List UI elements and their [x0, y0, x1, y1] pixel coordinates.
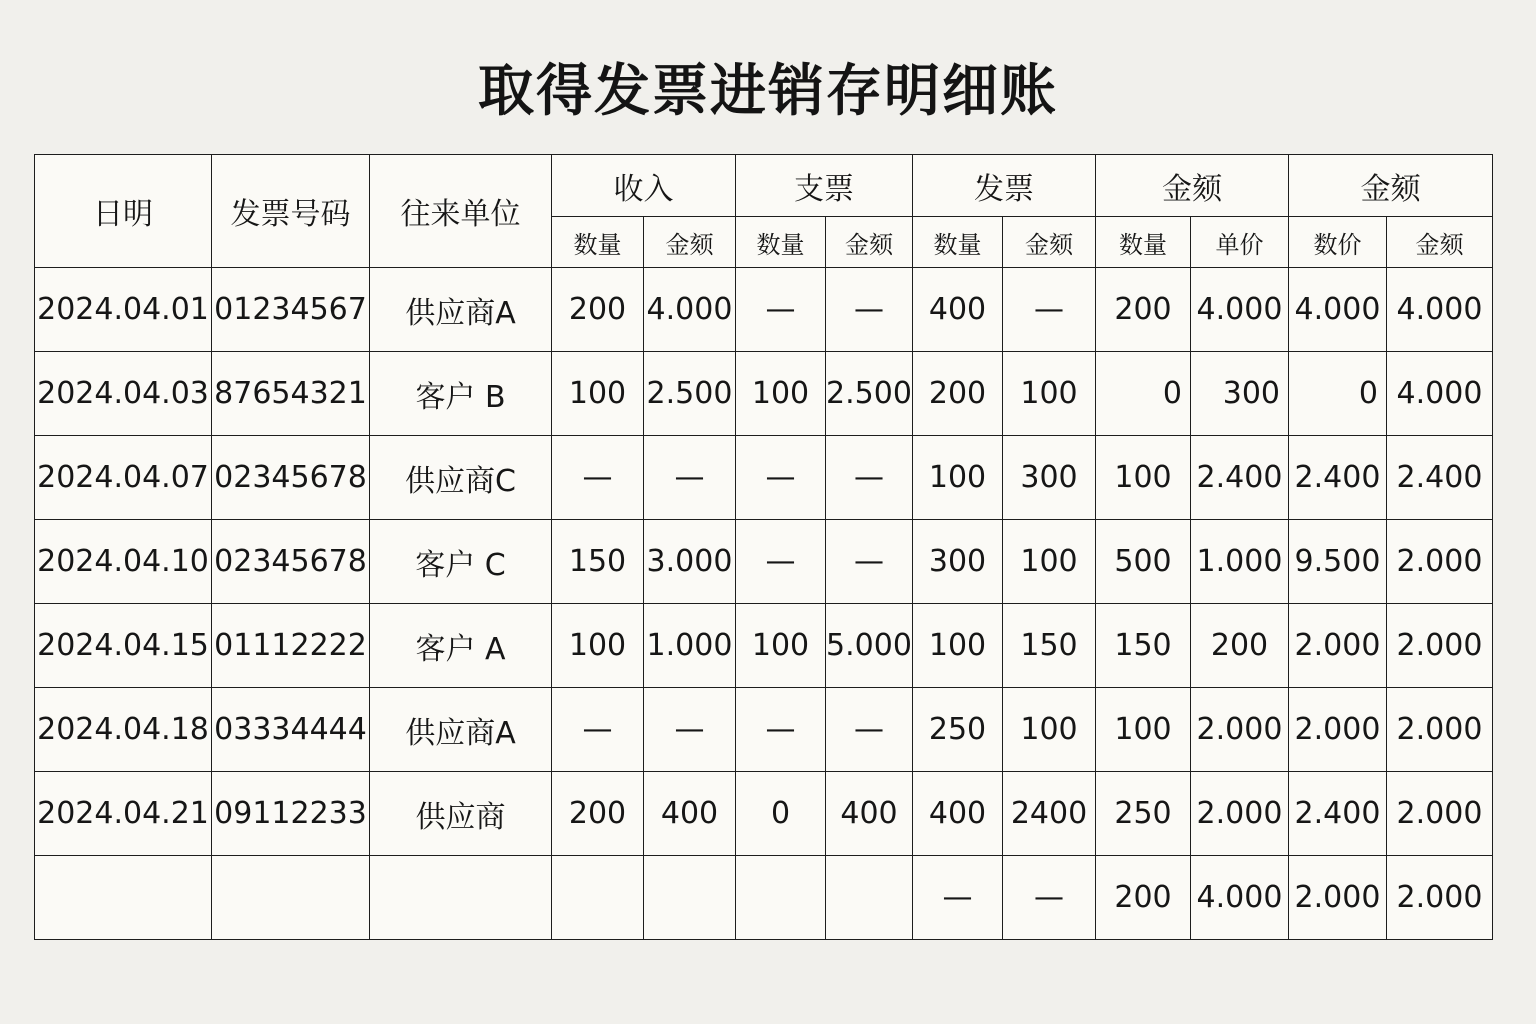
cell-invoice-amount: 2400 [1003, 772, 1096, 856]
cell-invoice-amount: — [1003, 268, 1096, 352]
header-group-income: 收入 [552, 155, 736, 217]
cell-invoice-amount: 150 [1003, 604, 1096, 688]
cell-amount2-amount: 2.000 [1387, 856, 1493, 940]
cell-cheque-amount: 400 [826, 772, 913, 856]
cell-amount1-price: 200 [1191, 604, 1289, 688]
cell-income-amount: 400 [644, 772, 736, 856]
cell-cheque-amount: — [826, 520, 913, 604]
cell-partner: 供应商A [370, 688, 552, 772]
cell-amount2-amount: 2.000 [1387, 772, 1493, 856]
cell-amount2-amount: 2.000 [1387, 604, 1493, 688]
cell-partner: 供应商A [370, 268, 552, 352]
page-title: 取得发票进销存明细账 [478, 59, 1058, 124]
cell-income-qty: 200 [552, 772, 644, 856]
cell-amount2-price: 4.000 [1289, 268, 1387, 352]
ledger-body [35, 268, 1493, 940]
cell-amount1-price: 1.000 [1191, 520, 1289, 604]
cell-amount2-amount: 4.000 [1387, 268, 1493, 352]
cell-partner: 供应商 [370, 772, 552, 856]
cell-date: 2024.04.18 [35, 688, 212, 772]
cell-cheque-amount: — [826, 268, 913, 352]
cell-amount1-qty: 200 [1096, 268, 1191, 352]
header-group-amount-2: 金颏 [1289, 155, 1493, 217]
cell-invoice-no [212, 856, 370, 940]
cell-invoice-qty: 100 [913, 436, 1003, 520]
header-sub: 金颏 [1003, 217, 1096, 268]
cell-date [35, 856, 212, 940]
cell-date: 2024.04.01 [35, 268, 212, 352]
header-group-invoice: 发票 [913, 155, 1096, 217]
cell-amount1-qty: 100 [1096, 688, 1191, 772]
cell-amount2-amount: 2.000 [1387, 688, 1493, 772]
table-row [35, 268, 1493, 352]
cell-invoice-no: 09112233 [212, 772, 370, 856]
cell-partner: 客户 C [370, 520, 552, 604]
cell-income-amount: — [644, 688, 736, 772]
table-row [35, 604, 1493, 688]
cell-income-amount [644, 856, 736, 940]
header-group-amount-1: 金颏 [1096, 155, 1289, 217]
cell-amount1-price: 2.000 [1191, 688, 1289, 772]
cell-cheque-amount: 5.000 [826, 604, 913, 688]
cell-invoice-amount: 100 [1003, 688, 1096, 772]
header-sub: 金颏 [1387, 217, 1493, 268]
cell-cheque-qty [736, 856, 826, 940]
cell-amount1-price: 300 [1191, 352, 1289, 436]
cell-cheque-qty: 100 [736, 604, 826, 688]
cell-amount1-price: 4.000 [1191, 268, 1289, 352]
cell-cheque-qty: — [736, 520, 826, 604]
cell-cheque-qty: — [736, 688, 826, 772]
header-sub: 数量 [552, 217, 644, 268]
cell-amount1-qty: 0 [1096, 352, 1191, 436]
cell-partner: 供应商C [370, 436, 552, 520]
cell-date: 2024.04.15 [35, 604, 212, 688]
cell-amount2-price: 2.400 [1289, 436, 1387, 520]
cell-invoice-no: 02345678 [212, 436, 370, 520]
table-row [35, 352, 1493, 436]
cell-invoice-amount: 100 [1003, 520, 1096, 604]
cell-invoice-qty: 250 [913, 688, 1003, 772]
header-partner: 往来单位 [370, 155, 552, 268]
cell-amount2-price: 2.000 [1289, 856, 1387, 940]
cell-cheque-qty: 0 [736, 772, 826, 856]
cell-invoice-no: 02345678 [212, 520, 370, 604]
header-invoice-no: 发票号码 [212, 155, 370, 268]
header-sub: 金颏 [644, 217, 736, 268]
cell-cheque-amount: — [826, 436, 913, 520]
cell-amount2-price: 2.400 [1289, 772, 1387, 856]
cell-date: 2024.04.21 [35, 772, 212, 856]
cell-income-amount: 3.000 [644, 520, 736, 604]
cell-amount2-price: 0 [1289, 352, 1387, 436]
cell-amount1-qty: 500 [1096, 520, 1191, 604]
cell-cheque-qty: — [736, 436, 826, 520]
cell-amount1-price: 4.000 [1191, 856, 1289, 940]
cell-income-qty: — [552, 688, 644, 772]
table-row [35, 436, 1493, 520]
cell-cheque-amount: 2.500 [826, 352, 913, 436]
cell-amount2-price: 2.000 [1289, 688, 1387, 772]
cell-income-qty: — [552, 436, 644, 520]
cell-income-qty [552, 856, 644, 940]
cell-cheque-qty: 100 [736, 352, 826, 436]
cell-invoice-qty: 400 [913, 268, 1003, 352]
ledger-table [34, 154, 1493, 940]
cell-amount2-amount: 2.400 [1387, 436, 1493, 520]
table-row [35, 856, 1493, 940]
cell-amount2-amount: 4.000 [1387, 352, 1493, 436]
cell-amount1-qty: 100 [1096, 436, 1191, 520]
cell-invoice-qty: 400 [913, 772, 1003, 856]
header-group-cheque: 支票 [736, 155, 913, 217]
cell-amount1-price: 2.400 [1191, 436, 1289, 520]
cell-partner [370, 856, 552, 940]
cell-cheque-amount [826, 856, 913, 940]
cell-amount2-amount: 2.000 [1387, 520, 1493, 604]
cell-income-qty: 100 [552, 604, 644, 688]
cell-invoice-qty: 200 [913, 352, 1003, 436]
cell-invoice-amount: 300 [1003, 436, 1096, 520]
cell-date: 2024.04.07 [35, 436, 212, 520]
cell-partner: 客户 B [370, 352, 552, 436]
cell-amount2-price: 9.500 [1289, 520, 1387, 604]
cell-income-amount: 4.000 [644, 268, 736, 352]
cell-income-qty: 200 [552, 268, 644, 352]
cell-invoice-qty: 300 [913, 520, 1003, 604]
cell-invoice-qty: — [913, 856, 1003, 940]
cell-income-qty: 100 [552, 352, 644, 436]
table-row [35, 772, 1493, 856]
cell-income-amount: — [644, 436, 736, 520]
cell-date: 2024.04.03 [35, 352, 212, 436]
cell-invoice-amount: — [1003, 856, 1096, 940]
cell-amount1-price: 2.000 [1191, 772, 1289, 856]
table-row [35, 520, 1493, 604]
cell-income-amount: 1.000 [644, 604, 736, 688]
cell-amount2-price: 2.000 [1289, 604, 1387, 688]
header-sub: 数价 [1289, 217, 1387, 268]
header-sub: 金颏 [826, 217, 913, 268]
cell-invoice-qty: 100 [913, 604, 1003, 688]
header-sub: 数量 [1096, 217, 1191, 268]
header-row-main [35, 155, 1493, 217]
header-sub: 数量 [913, 217, 1003, 268]
cell-amount1-qty: 200 [1096, 856, 1191, 940]
cell-cheque-qty: — [736, 268, 826, 352]
header-date: 日明 [35, 155, 212, 268]
cell-amount1-qty: 150 [1096, 604, 1191, 688]
header-sub: 数量 [736, 217, 826, 268]
cell-invoice-no: 01234567 [212, 268, 370, 352]
cell-amount1-qty: 250 [1096, 772, 1191, 856]
header-sub: 单价 [1191, 217, 1289, 268]
cell-invoice-no: 01112222 [212, 604, 370, 688]
cell-income-amount: 2.500 [644, 352, 736, 436]
cell-date: 2024.04.10 [35, 520, 212, 604]
cell-invoice-no: 87654321 [212, 352, 370, 436]
table-row [35, 688, 1493, 772]
cell-partner: 客户 A [370, 604, 552, 688]
cell-invoice-no: 03334444 [212, 688, 370, 772]
cell-invoice-amount: 100 [1003, 352, 1096, 436]
cell-cheque-amount: — [826, 688, 913, 772]
cell-income-qty: 150 [552, 520, 644, 604]
